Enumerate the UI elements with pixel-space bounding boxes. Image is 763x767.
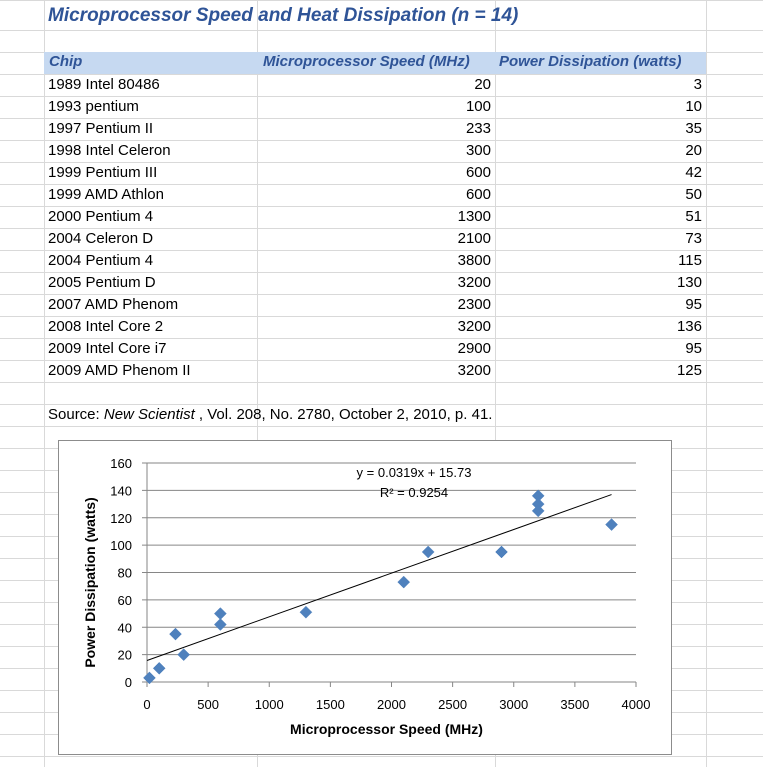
x-tick-label: 3500 bbox=[560, 697, 590, 712]
data-point bbox=[398, 576, 410, 588]
chip-cell[interactable]: 1993 pentium bbox=[48, 98, 139, 115]
data-point bbox=[214, 619, 226, 631]
power-cell[interactable]: 136 bbox=[676, 318, 702, 335]
x-tick-label: 4000 bbox=[621, 697, 651, 712]
speed-cell[interactable]: 3200 bbox=[457, 362, 491, 379]
y-tick-label: 20 bbox=[117, 647, 132, 663]
chip-cell[interactable]: 2007 AMD Phenom bbox=[48, 296, 179, 313]
chip-cell[interactable]: 2004 Celeron D bbox=[48, 230, 154, 247]
data-point bbox=[532, 505, 544, 517]
column-header[interactable]: Microprocessor Speed (MHz) bbox=[263, 53, 470, 70]
y-tick-label: 160 bbox=[110, 456, 132, 471]
data-point bbox=[169, 628, 181, 640]
x-tick-label: 1000 bbox=[254, 697, 284, 712]
power-cell[interactable]: 20 bbox=[685, 142, 702, 159]
data-point bbox=[178, 649, 190, 661]
chip-cell[interactable]: 1999 Pentium III bbox=[48, 164, 158, 181]
column-header[interactable]: Chip bbox=[49, 53, 83, 70]
y-tick-label: 140 bbox=[110, 483, 132, 499]
trendline bbox=[147, 495, 612, 661]
x-tick-label: 2000 bbox=[377, 697, 406, 712]
sheet-title: Microprocessor Speed and Heat Dissipation (n = 14) bbox=[48, 5, 519, 26]
column-header[interactable]: Power Dissipation (watts) bbox=[499, 53, 682, 70]
power-cell[interactable]: 50 bbox=[685, 186, 702, 203]
chip-cell[interactable]: 2009 AMD Phenom II bbox=[48, 362, 191, 379]
speed-cell[interactable]: 3200 bbox=[457, 274, 491, 291]
speed-cell[interactable]: 2900 bbox=[457, 340, 491, 357]
speed-cell[interactable]: 1300 bbox=[457, 208, 491, 225]
x-tick-label: 2500 bbox=[438, 697, 468, 712]
speed-cell[interactable]: 233 bbox=[465, 120, 491, 137]
chip-cell[interactable]: 2009 Intel Core i7 bbox=[48, 340, 167, 357]
trendline-equation: y = 0.0319x + 15.73 bbox=[356, 465, 472, 480]
chip-cell[interactable]: 1998 Intel Celeron bbox=[48, 142, 171, 159]
data-point bbox=[496, 546, 508, 558]
x-tick-label: 1500 bbox=[315, 697, 345, 712]
x-axis-title: Microprocessor Speed (MHz) bbox=[290, 721, 483, 737]
chip-cell[interactable]: 1999 AMD Athlon bbox=[48, 186, 164, 203]
speed-cell[interactable]: 20 bbox=[474, 76, 491, 93]
x-tick-label: 500 bbox=[197, 697, 219, 712]
y-axis-title: Power Dissipation (watts) bbox=[82, 497, 98, 668]
power-cell[interactable]: 73 bbox=[685, 230, 702, 247]
speed-cell[interactable]: 600 bbox=[465, 186, 491, 203]
r-squared-label: R² = 0.9254 bbox=[379, 485, 449, 500]
source-citation bbox=[48, 404, 492, 426]
speed-cell[interactable]: 2300 bbox=[457, 296, 491, 313]
source-prefix: Source: bbox=[48, 406, 104, 423]
chip-cell[interactable]: 1997 Pentium II bbox=[48, 120, 154, 137]
power-cell[interactable]: 3 bbox=[693, 76, 702, 93]
data-point bbox=[606, 519, 618, 531]
y-tick-label: 120 bbox=[110, 510, 132, 526]
speed-cell[interactable]: 600 bbox=[465, 164, 491, 181]
source-publication: New Scientist bbox=[103, 406, 195, 423]
scatter-chart[interactable] bbox=[58, 440, 672, 755]
y-tick-label: 0 bbox=[124, 675, 132, 690]
power-cell[interactable]: 42 bbox=[685, 164, 702, 181]
chart-svg bbox=[59, 441, 671, 754]
power-cell[interactable]: 130 bbox=[676, 274, 702, 291]
power-cell[interactable]: 35 bbox=[685, 120, 702, 137]
y-tick-label: 100 bbox=[110, 538, 132, 554]
chip-cell[interactable]: 2008 Intel Core 2 bbox=[48, 318, 164, 335]
power-cell[interactable]: 115 bbox=[678, 252, 702, 269]
data-point bbox=[214, 608, 226, 620]
speed-cell[interactable]: 3200 bbox=[457, 318, 491, 335]
power-cell[interactable]: 95 bbox=[685, 340, 702, 357]
y-tick-label: 60 bbox=[117, 592, 132, 608]
power-cell[interactable]: 125 bbox=[676, 362, 702, 379]
data-point bbox=[422, 546, 434, 558]
source-suffix: , Vol. 208, No. 2780, October 2, 2010, p. 41. bbox=[194, 406, 493, 423]
data-point bbox=[532, 490, 544, 502]
data-point bbox=[300, 606, 312, 618]
speed-cell[interactable]: 100 bbox=[465, 98, 491, 115]
chip-cell[interactable]: 2004 Pentium 4 bbox=[48, 252, 154, 269]
power-cell[interactable]: 95 bbox=[685, 296, 702, 313]
data-point bbox=[153, 662, 165, 674]
chip-cell[interactable]: 1989 Intel 80486 bbox=[48, 76, 160, 93]
speed-cell[interactable]: 3800 bbox=[457, 252, 491, 269]
chip-cell[interactable]: 2005 Pentium D bbox=[48, 274, 156, 291]
y-tick-label: 40 bbox=[117, 620, 132, 636]
chip-cell[interactable]: 2000 Pentium 4 bbox=[48, 208, 154, 225]
speed-cell[interactable]: 2100 bbox=[457, 230, 491, 247]
y-tick-label: 80 bbox=[117, 565, 132, 581]
x-tick-label: 3000 bbox=[499, 697, 529, 712]
power-cell[interactable]: 10 bbox=[685, 98, 702, 115]
speed-cell[interactable]: 300 bbox=[465, 142, 491, 159]
x-tick-label: 0 bbox=[143, 697, 151, 712]
power-cell[interactable]: 51 bbox=[685, 208, 702, 225]
